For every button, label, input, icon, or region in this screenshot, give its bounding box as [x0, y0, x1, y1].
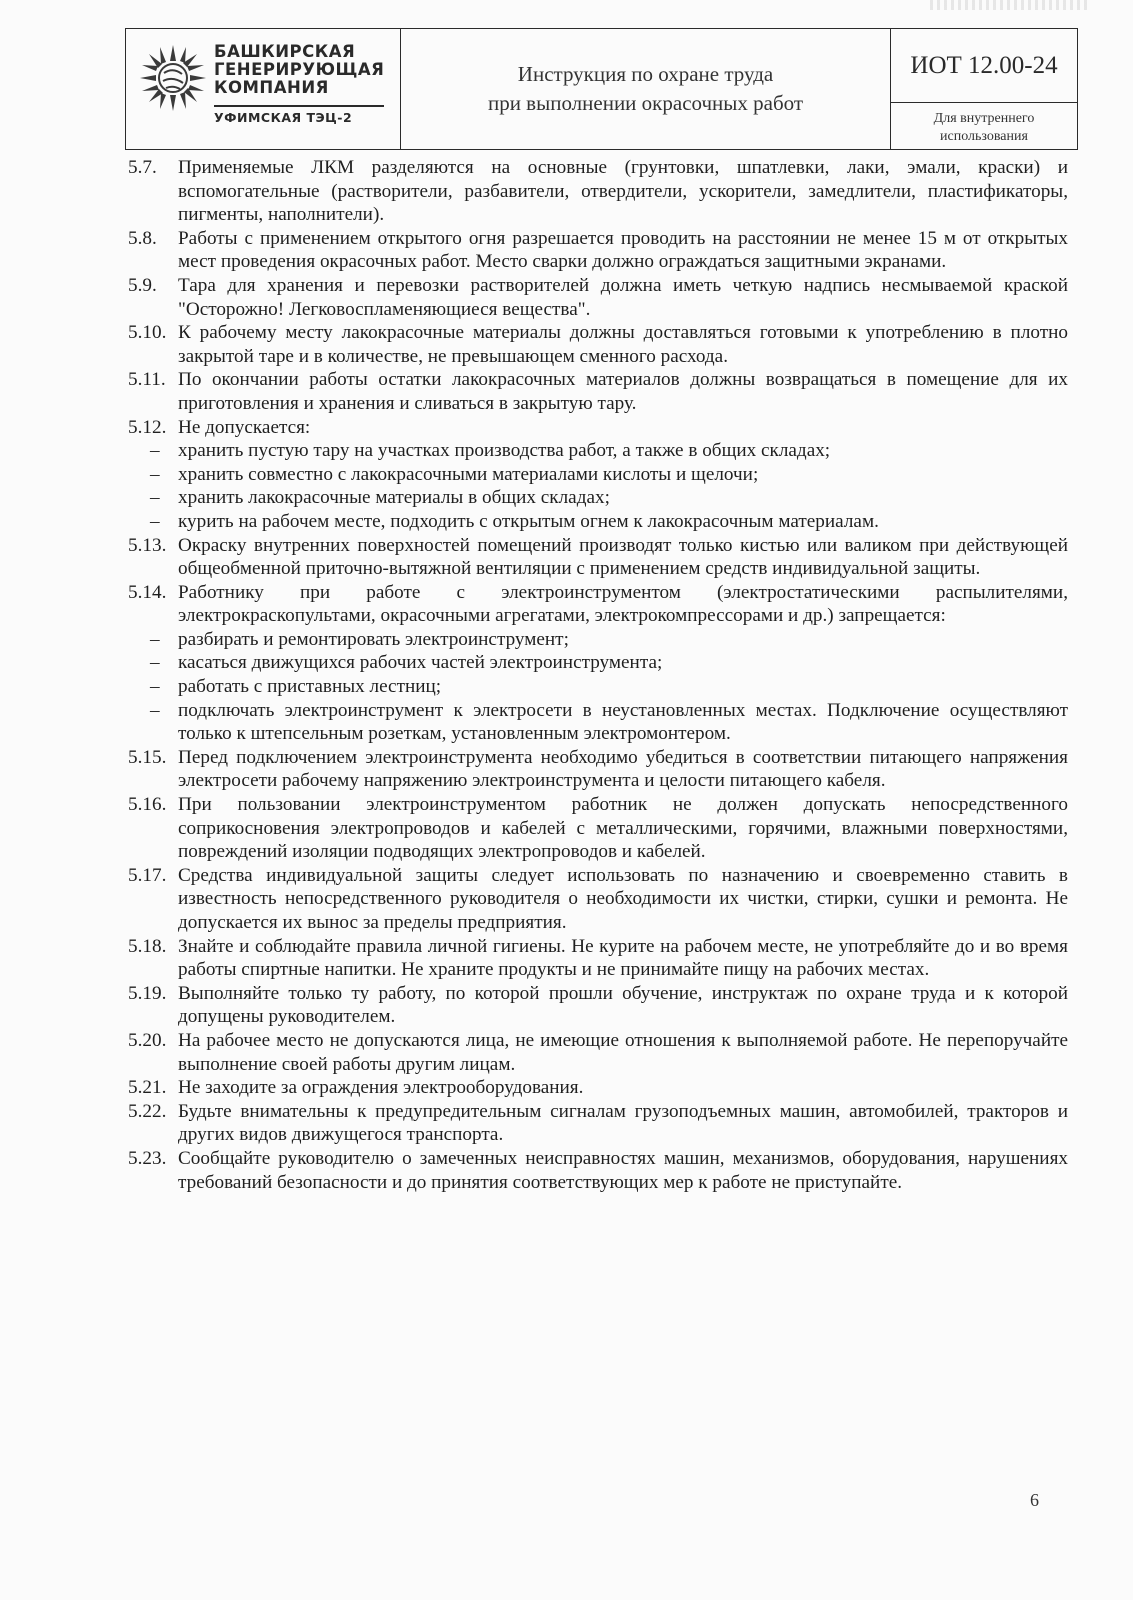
list-item-text: работать с приставных лестниц;: [178, 676, 442, 698]
bullet-dash: –: [150, 463, 160, 485]
usage-line-2: использования: [940, 129, 1028, 144]
clause-5-10: [128, 321, 1068, 368]
clause-text: Средства индивидуальной защиты следует использовать по назначению и своевременно ставить в известность непосредственного руководителя о необходимости их чистки, стирки, сушки и ремонта. Не допускается их вынос за пределы предприятия.: [178, 864, 1068, 933]
instruction-body: [128, 156, 1068, 1194]
clause-text: К рабочему месту лакокрасочные материалы должны доставляться готовыми к употреблению в плотно закрытой таре и в количестве, не превышающем сменного расхода.: [178, 322, 1068, 367]
clause-5-23: [128, 1147, 1068, 1194]
clause-text: Перед подключением электроинструмента необходимо убедиться в соответствии питающего напряжения электросети рабочему напряжению электроинструмента и целости питающего кабеля.: [178, 746, 1068, 792]
clause-5-17: [128, 864, 1068, 935]
bullet-dash: –: [150, 699, 160, 721]
list-item: [128, 463, 1068, 487]
logo-line-1: БАШКИРСКАЯ: [214, 42, 356, 61]
clause-number: 5.8.: [128, 227, 157, 249]
clause-text: Сообщайте руководителю о замеченных неисправностях машин, механизмов, оборудования, нарушениях требований безопасности и до принятия соответствующих мер к работе не приступайте.: [178, 1147, 1068, 1193]
clause-5-19: [128, 982, 1068, 1029]
list-item: [128, 486, 1068, 510]
document-title: [401, 29, 891, 149]
document-header: [125, 28, 1078, 150]
clause-text: Будьте внимательны к предупредительным сигналам грузоподъемных машин, автомобилей, тракторов и других видов движущегося транспорта.: [178, 1100, 1068, 1146]
clause-5-18: [128, 935, 1068, 982]
clause-text: Тара для хранения и перевозки растворителей должна иметь четкую надпись несмываемой краской "Осторожно! Легковоспламеняющиеся вещества".: [178, 274, 1068, 320]
bullet-dash: –: [150, 440, 160, 462]
usage-line-1: Для внутреннего: [933, 111, 1035, 126]
list-item-text: хранить совместно с лакокрасочными материалами кислоты и щелочи;: [178, 463, 759, 485]
clause-number: 5.16.: [128, 794, 167, 816]
clause-5-15: [128, 746, 1068, 793]
clause-text: Применяемые ЛКМ разделяются на основные (грунтовки, шпатлевки, лаки, эмали, краски) и вспомогательные (растворители, разбавители, отвердители, ускорители, замедлители, пластификаторы, пигменты, наполнители).: [178, 157, 1068, 226]
logo-subtitle: УФИМСКАЯ ТЭЦ-2: [214, 105, 384, 125]
sun-logo-icon: [138, 43, 208, 113]
list-item: [128, 628, 1068, 652]
logo-line-2: ГЕНЕРИРУЮЩАЯ: [214, 60, 385, 79]
clause-5-22: [128, 1100, 1068, 1147]
list-item-text: разбирать и ремонтировать электроинструмент;: [178, 628, 569, 650]
title-line-2: при выполнении окрасочных работ: [487, 91, 804, 115]
clause-5-20: [128, 1029, 1068, 1076]
clause-number: 5.12.: [128, 416, 167, 438]
list-item: [128, 699, 1068, 746]
list-item-text: курить на рабочем месте, подходить с открытым огнем к лакокрасочным материалам.: [178, 510, 879, 532]
clause-number: 5.10.: [128, 322, 167, 344]
clause-5-13: [128, 534, 1068, 581]
clause-text: Знайте и соблюдайте правила личной гигиены. Не курите на рабочем месте, не употребляйте до и во время работы спиртные напитки. Не храните продукты и не принимайте пищу на рабочих местах.: [178, 935, 1068, 981]
list-item-text: подключать электроинструмент к электросети в неустановленных местах. Подключение осуществляют только к штепсельным розеткам, установленным электромонтером.: [178, 699, 1068, 745]
clause-number: 5.14.: [128, 581, 167, 603]
logo-line-3: КОМПАНИЯ: [214, 78, 329, 97]
list-item-text: хранить пустую тару на участках производства работ, а также в общих складах;: [178, 440, 831, 462]
bullet-dash: –: [150, 628, 160, 650]
clause-number: 5.13.: [128, 534, 167, 556]
list-item: [128, 510, 1068, 534]
bullet-dash: –: [150, 510, 160, 532]
clause-number: 5.17.: [128, 864, 167, 886]
list-item: [128, 675, 1068, 699]
clause-number: 5.23.: [128, 1147, 167, 1169]
clause-number: 5.18.: [128, 935, 167, 957]
clause-text: По окончании работы остатки лакокрасочных материалов должны возвращаться в помещение для их приготовления и хранения и сливаться в закрытую тару.: [178, 369, 1068, 414]
page-number: 6: [1030, 1490, 1039, 1510]
list-item: [128, 439, 1068, 463]
clause-5-16: [128, 793, 1068, 864]
scan-edge-mark: [930, 0, 1090, 10]
document-code-cell: [891, 29, 1077, 149]
clause-number: 5.9.: [128, 274, 157, 296]
clause-text: Окраску внутренних поверхностей помещений производят только кистью или валиком при действующей общеобменной приточно-вытяжной вентиляции с применением средств индивидуальной защиты.: [178, 534, 1068, 580]
clause-5-7: [128, 156, 1068, 227]
list-item-text: хранить лакокрасочные материалы в общих складах;: [178, 487, 610, 509]
clause-text: Работнику при работе с электроинструментом (электростатическими распылителями, электрокраскопультами, окрасочными агрегатами, электрокомпрессорами и др.) запрещается:: [178, 581, 1068, 627]
bullet-dash: –: [150, 676, 160, 698]
clause-text: Не допускается:: [178, 416, 311, 438]
clause-5-14: [128, 581, 1068, 628]
clause-5-12: [128, 416, 1068, 440]
list-item: [128, 651, 1068, 675]
bullet-dash: –: [150, 652, 160, 674]
clause-5-8: [128, 227, 1068, 274]
clause-text: На рабочее место не допускаются лица, не имеющие отношения к выполняемой работе. Не перепоручайте выполнение своей работы другим лицам.: [178, 1029, 1068, 1075]
clause-5-11: [128, 368, 1068, 415]
clause-number: 5.11.: [128, 369, 166, 391]
clause-text: При пользовании электроинструментом работник не должен допускать непосредственного соприкосновения электропроводов и кабелей с металлическими, горячими, влажными поверхностями, повреждений изоляции подводящих электропроводов и кабелей.: [178, 794, 1068, 863]
clause-number: 5.15.: [128, 746, 167, 768]
logo-wordmark: [214, 43, 384, 97]
list-item-text: касаться движущихся рабочих частей электроинструмента;: [178, 652, 663, 674]
company-logo: [126, 29, 401, 149]
clause-5-21: [128, 1076, 1068, 1100]
document-code: ИОТ 12.00-24: [891, 29, 1077, 103]
clause-5-9: [128, 274, 1068, 321]
clause-text: Выполняйте только ту работу, по которой прошли обучение, инструктаж по охране труда и к которой допущены руководителем.: [178, 982, 1068, 1028]
usage-note: [891, 103, 1077, 149]
clause-number: 5.20.: [128, 1029, 167, 1051]
clause-text: Не заходите за ограждения электрооборудования.: [178, 1077, 584, 1099]
clause-text: Работы с применением открытого огня разрешается проводить на расстоянии не менее 15 м от открытых мест проведения окрасочных работ. Место сварки должно ограждаться защитными экранами.: [178, 227, 1068, 273]
clause-number: 5.22.: [128, 1100, 167, 1122]
clause-number: 5.19.: [128, 982, 167, 1004]
clause-number: 5.21.: [128, 1077, 167, 1099]
clause-number: 5.7.: [128, 157, 157, 178]
bullet-dash: –: [150, 487, 160, 509]
title-line-1: Инструкция по охране труда: [517, 62, 774, 86]
